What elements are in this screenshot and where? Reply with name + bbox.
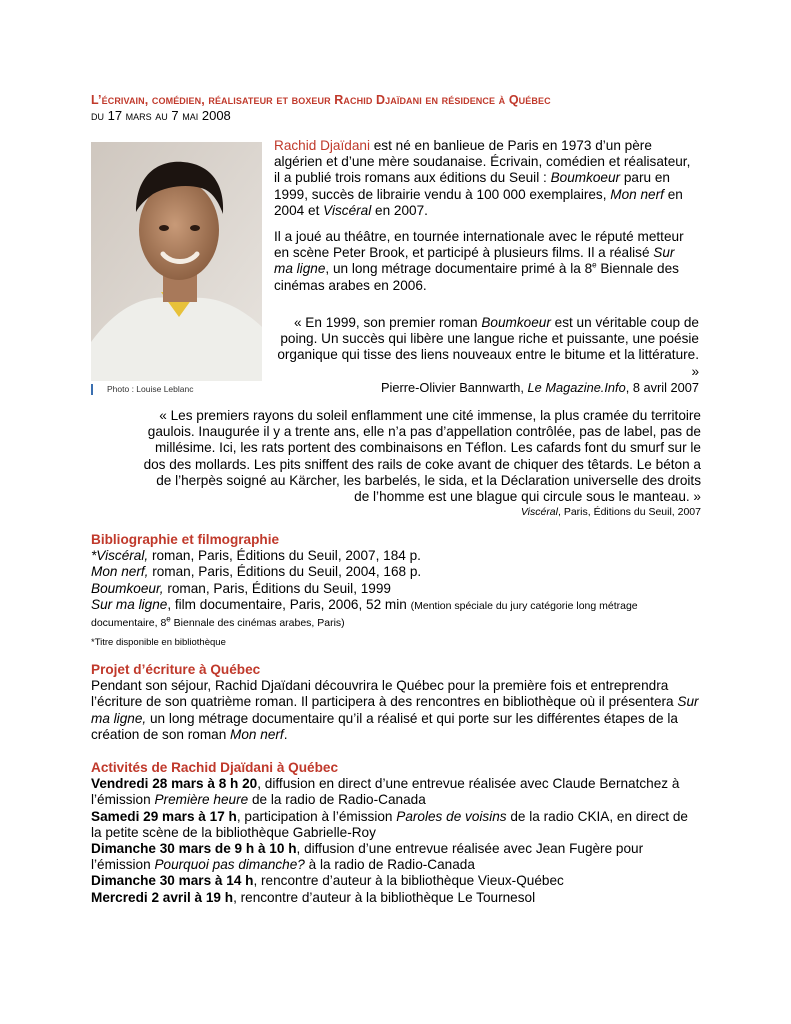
activity-date: Vendredi 28 mars à 8 h 20 [91, 776, 258, 792]
document-title: L’écrivain, comédien, réalisateur et boxeur Rachid Djaïdani en résidence à Québec [91, 93, 551, 107]
author-photo [91, 142, 262, 381]
book-excerpt [141, 408, 701, 519]
superscript: e [166, 614, 171, 624]
note-text: Biennale des cinémas arabes, Paris) [170, 617, 345, 630]
bio-text: en 2004 et [274, 186, 683, 218]
activity-item [91, 873, 701, 889]
program-title: Première heure [154, 792, 249, 808]
activity-text: , diffusion d’une entrevue réalisée avec Jean Fugère pour l’émission [91, 841, 644, 873]
biblio-item [91, 564, 701, 580]
photo-caption [91, 384, 193, 395]
attribution-author: Pierre-Olivier Bannwarth, [381, 379, 528, 395]
film-title: Sur ma ligne [274, 245, 675, 277]
quote-attribution [274, 380, 699, 396]
residency-dates: du 17 mars au 7 mai 2008 [91, 108, 231, 123]
project-text [91, 678, 701, 743]
paragraph-fragment: un long métrage documentaire qu’il a réalisé et qui porte sur les différentes étapes de la création de son roman [91, 710, 678, 742]
activity-date: Dimanche 30 mars de 9 h à 10 h [91, 841, 297, 857]
project-section [91, 662, 701, 743]
item-title: Boumkoeur, [91, 580, 164, 596]
program-title: Paroles de voisins [396, 808, 507, 824]
book-title: Viscéral [323, 202, 372, 218]
quote-fragment: est un véritable coup de poing. Un succès qui libère une langue riche et puissante, une poésie organique qui tisse des liens nouveaux entre le bitume et la littérature. » [277, 315, 699, 379]
biblio-item [91, 548, 701, 564]
footnote: *Titre disponible en bibliothèque [91, 637, 226, 649]
book-title: Boumkoeur [481, 315, 551, 330]
paragraph-fragment: . [283, 726, 288, 742]
excerpt-text: « Les premiers rayons du soleil enflamment une cité immense, la plus cramée du territoire gaulois. Inaugurée il y a trente ans, elle n’a pas d’appellation contrôlée, pas de label, pas de millésime. Ici, les rats portent des combinaisons en Téflon. Les cafards font du smurf sur le dos des mollards. Les pits sniffent des rails de coke avant de chiquer des têtards. Le béton a de l’herpès soigné au Kärcher, les barbelés, le sida, et la Déclaration universelle des droits de l’homme est une blague qui circule sous le manteau. » [143, 408, 701, 505]
portrait-image [91, 142, 262, 381]
activity-date: Samedi 29 mars à 17 h [91, 808, 237, 824]
item-title: Sur ma ligne [91, 596, 168, 612]
activity-item [91, 776, 701, 808]
activity-date: Mercredi 2 avril à 19 h [91, 889, 234, 905]
bio-text: Biennale des cinémas arabes en 2006. [274, 261, 679, 293]
item-title: *Viscéral, [91, 548, 149, 564]
section-heading: Projet d’écriture à Québec [91, 662, 261, 677]
activity-item [91, 809, 701, 841]
item-details: roman, Paris, Éditions du Seuil, 2004, 168 p. [148, 564, 422, 580]
activity-text: , diffusion en direct d’une entrevue réalisée avec Claude Bernatchez à l’émission [91, 776, 680, 808]
caption-marker [91, 384, 93, 395]
author-name: Rachid Djaïdani [274, 138, 370, 153]
attribution-source: Le Magazine.Info [527, 379, 626, 395]
press-quote [274, 315, 699, 396]
section-heading: Activités de Rachid Djaïdani à Québec [91, 760, 339, 775]
book-title: Boumkoeur [550, 170, 621, 186]
item-details: roman, Paris, Éditions du Seuil, 1999 [163, 580, 391, 596]
item-details: , film documentaire, Paris, 2006, 52 min [167, 596, 411, 612]
bio-text: paru en 1999, succès de librairie vendu à 100 000 exemplaires, [274, 170, 670, 202]
book-title: Mon nerf [230, 726, 284, 742]
activity-item [91, 890, 701, 906]
biblio-item [91, 581, 701, 597]
book-title: Viscéral [520, 506, 558, 519]
activities-section [91, 760, 701, 906]
activity-text: , rencontre d’auteur à la bibliothèque Vieux-Québec [253, 873, 564, 889]
bio-text: , un long métrage documentaire primé à la 8 [325, 261, 593, 277]
author-bio [274, 138, 694, 304]
superscript: e [592, 260, 597, 270]
quote-fragment: « En 1999, son premier roman [293, 315, 482, 330]
bio-text: Il a joué au théâtre, en tournée internationale avec le réputé metteur en scène Peter Brook, et participé à plusieurs films. Il a réalisé [274, 229, 684, 261]
section-heading: Bibliographie et filmographie [91, 532, 280, 547]
bio-text: en 2007. [371, 202, 428, 218]
activity-text: de la radio de Radio-Canada [248, 792, 426, 808]
activity-text: , rencontre d’auteur à la bibliothèque Le Tournesol [233, 889, 536, 905]
attribution-date: , 8 avril 2007 [625, 379, 699, 395]
program-title: Pourquoi pas dimanche? [154, 857, 305, 873]
excerpt-attribution [141, 505, 701, 519]
publication-info: , Paris, Éditions du Seuil, 2007 [557, 506, 701, 519]
activity-text: à la radio de Radio-Canada [304, 857, 475, 873]
activity-item [91, 841, 701, 873]
photo-credit: Photo : Louise Leblanc [107, 384, 194, 394]
item-details: roman, Paris, Éditions du Seuil, 2007, 184 p. [148, 548, 421, 564]
film-title: Sur ma ligne, [91, 694, 699, 726]
activity-text: , participation à l’émission [236, 808, 397, 824]
book-title: Mon nerf [610, 186, 664, 202]
filmography-item [91, 597, 701, 631]
note-text: (Mention spéciale du jury catégorie long métrage documentaire, 8 [91, 599, 638, 630]
bibliography-section [91, 532, 701, 651]
bio-paragraph-1 [274, 138, 694, 219]
bio-text: est né en banlieue de Paris en 1973 d’un père algérien et d’une mère soudanaise. Écrivain, comédien et réalisateur, il a publié trois romans aux éditions du Seuil : [274, 138, 691, 186]
quote-text [274, 315, 699, 380]
activity-date: Dimanche 30 mars à 14 h [91, 873, 254, 889]
paragraph-fragment: Pendant son séjour, Rachid Djaïdani découvrira le Québec pour la première fois et entreprendra l’écriture de son quatrième roman. Il participera à des rencontres en bibliothèque où il présentera [91, 678, 678, 710]
item-title: Mon nerf, [91, 564, 149, 580]
bio-paragraph-2 [274, 229, 694, 294]
activity-text: de la radio CKIA, en direct de la petite scène de la bibliothèque Gabrielle-Roy [91, 808, 688, 840]
